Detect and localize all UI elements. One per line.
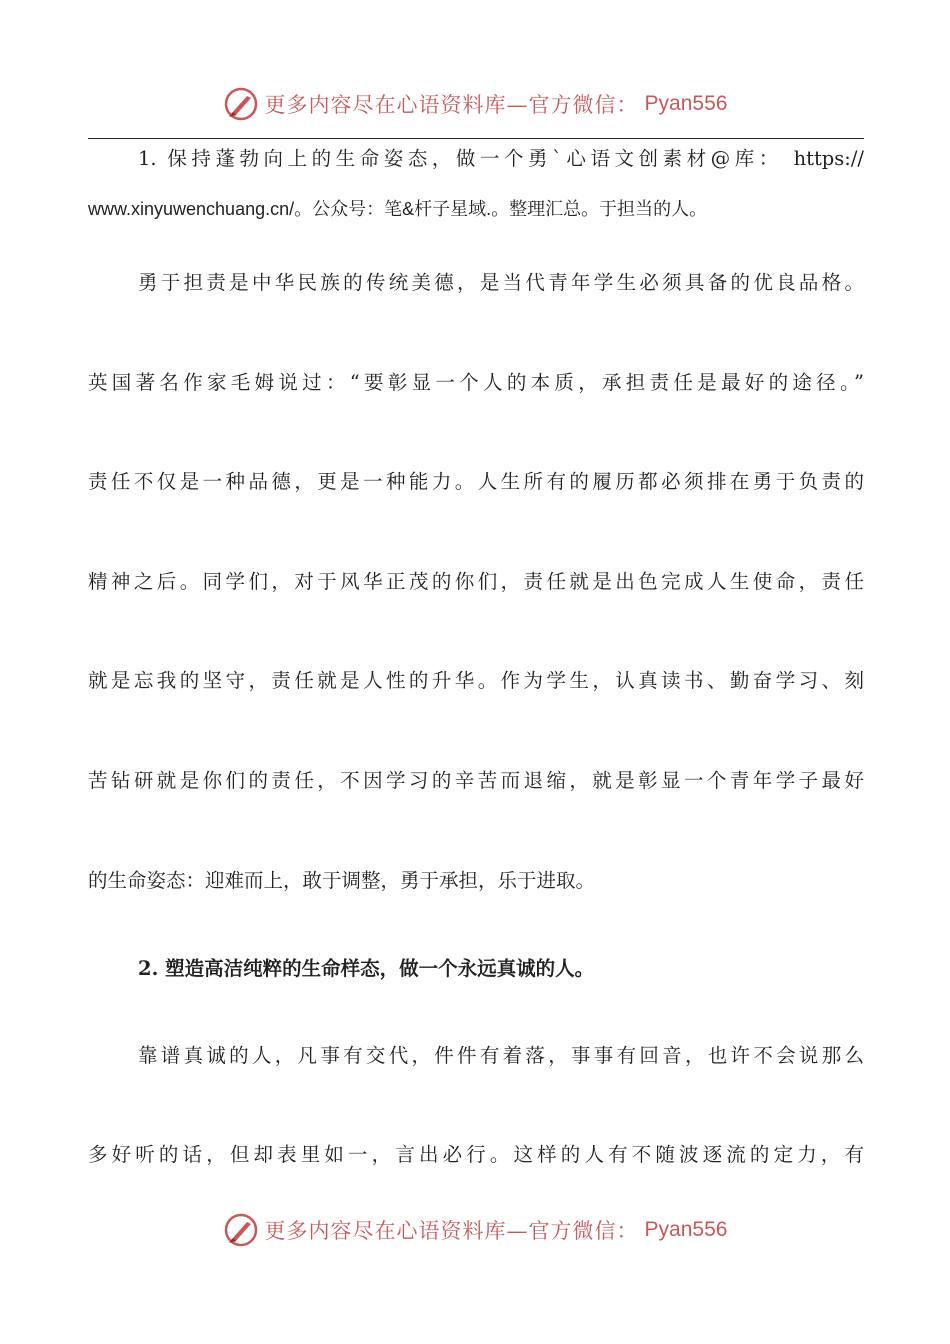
body-line-1: 1. 保持蓬勃向上的生命姿态，做一个勇`心语文创素材@库： https:// bbox=[138, 147, 864, 170]
paragraph-line: 苦钻研就是你们的责任，不因学习的辛苦而退缩，就是彰显一个青年学子最好 bbox=[88, 769, 864, 792]
paragraph-line: 多好听的话，但却表里如一，言出必行。这样的人有不随波逐流的定力，有 bbox=[88, 1143, 864, 1166]
page-footer bbox=[0, 1208, 950, 1252]
paragraph-line: 就是忘我的坚守，责任就是人性的升华。作为学生，认真读书、勤奋学习、刻 bbox=[88, 669, 864, 692]
header-divider bbox=[88, 138, 864, 139]
paragraph-line: 精神之后。同学们，对于风华正茂的你们，责任就是出色完成人生使命，责任 bbox=[88, 570, 864, 593]
paragraph-line: 英国著名作家毛姆说过：“要彰显一个人的本质，承担责任是最好的途径。” bbox=[88, 371, 864, 394]
footer-wechat-id: Pyan556 bbox=[644, 1218, 728, 1241]
paragraph-line: 责任不仅是一种品德，更是一种能力。人生所有的履历都必须排在勇于负责的 bbox=[88, 470, 864, 493]
footer-brand-text: 更多内容尽在心语资料库—官方微信： bbox=[264, 1219, 639, 1243]
page-header bbox=[0, 82, 950, 126]
body-line-2: www.xinyuwenchuang.cn/。公众号：笔&杆子星域.。整理汇总。于担当的人。 bbox=[88, 199, 708, 219]
header-brand-text: 更多内容尽在心语资料库—官方微信： bbox=[264, 93, 639, 117]
paragraph-line: 勇于担责是中华民族的传统美德，是当代青年学生必须具备的优良品格。 bbox=[138, 271, 864, 294]
section-heading-2: 2. 塑造高洁纯粹的生命样态，做一个永远真诚的人。 bbox=[138, 957, 595, 980]
paragraph-line: 靠谱真诚的人，凡事有交代，件件有着落，事事有回音，也许不会说那么 bbox=[138, 1044, 864, 1067]
pen-logo-icon bbox=[223, 86, 259, 122]
pen-logo-icon bbox=[223, 1212, 259, 1248]
header-wechat-id: Pyan556 bbox=[644, 92, 728, 115]
paragraph-line: 的生命姿态：迎难而上，敢于调整，勇于承担，乐于进取。 bbox=[88, 869, 596, 892]
